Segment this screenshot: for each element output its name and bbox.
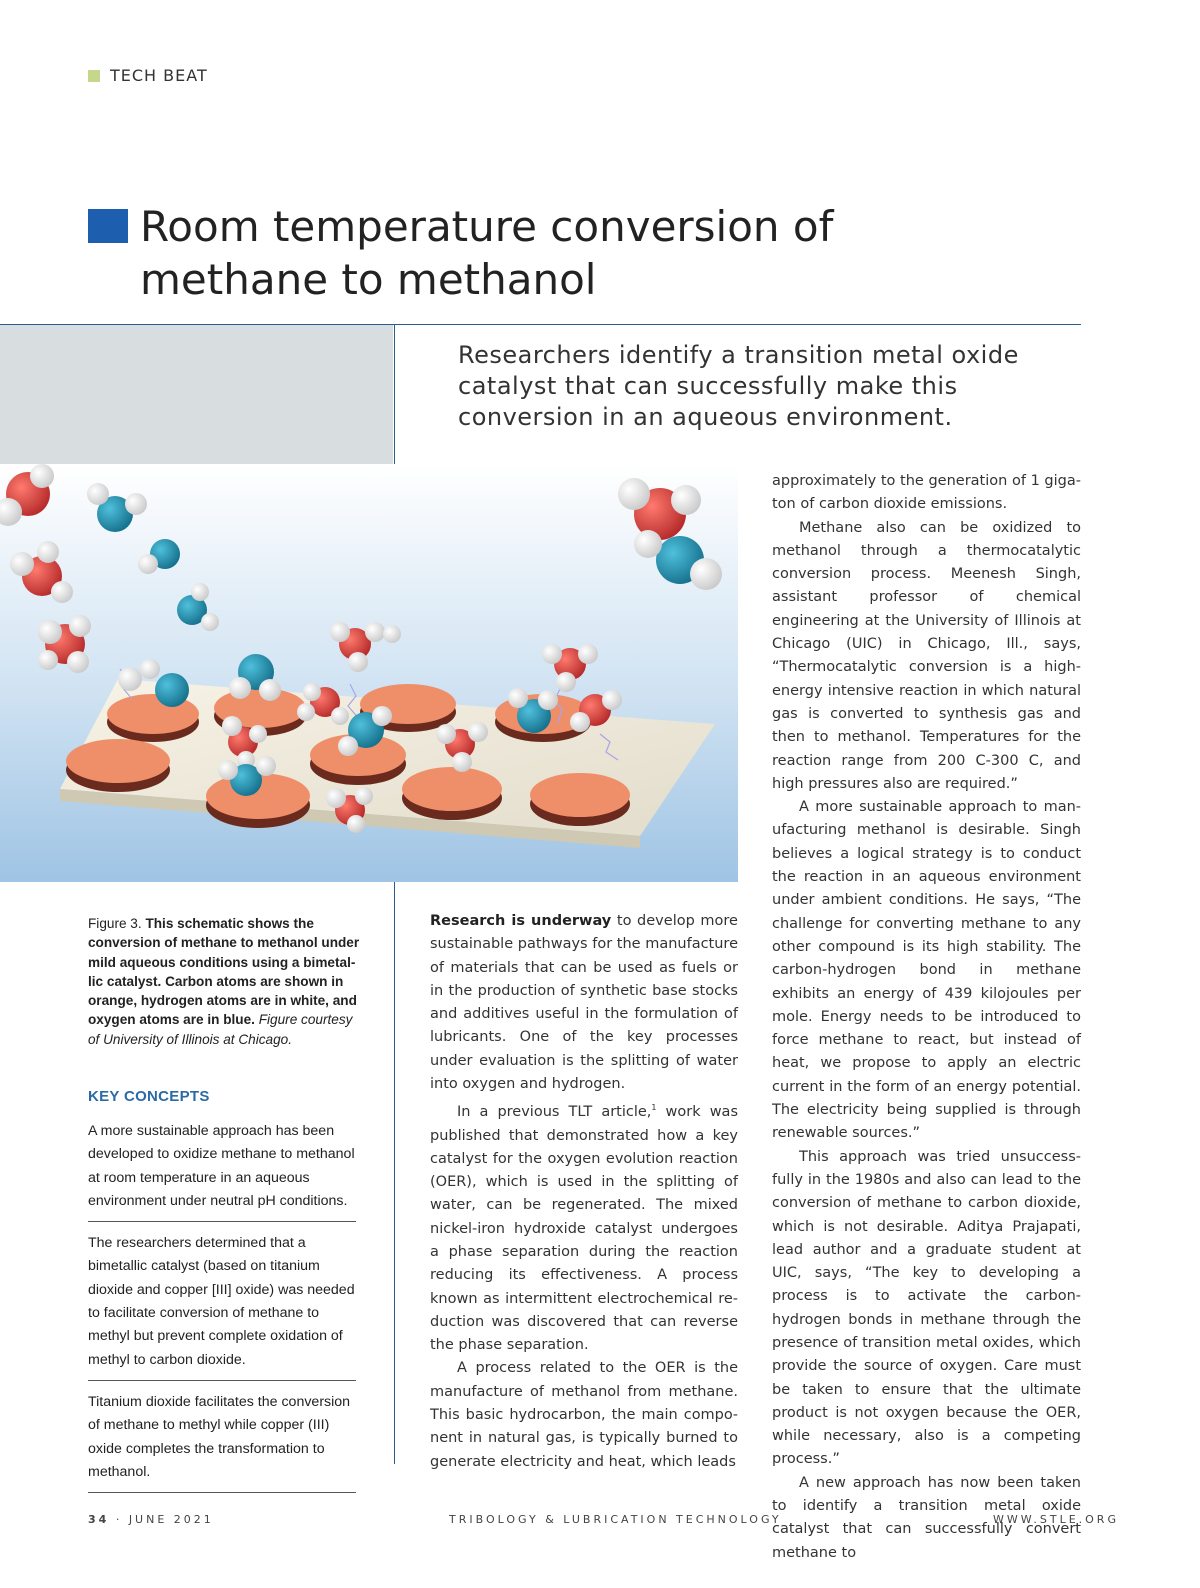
body-column-2 bbox=[772, 470, 1081, 1565]
footer-separator: · bbox=[115, 1513, 123, 1526]
disc bbox=[107, 694, 199, 742]
body-paragraph: A process related to the OER is the manufacture of methanol from methane. This basic hydrocarbon, the main component in natural gas, is typically burned to generate electricity and heat, which leads bbox=[430, 1360, 738, 1470]
body-paragraph bbox=[430, 910, 738, 1096]
decorative-grey-block bbox=[0, 325, 393, 464]
section-tag-square-icon bbox=[88, 70, 100, 82]
paragraph-text: to develop more sustainable pathways for the manufacture of materials that can be used as fuels or in the production of synthetic base stocks and additives useful in the formulation of lubricants. One of the key processes under evaluation is the splitting of water into oxygen and hydrogen. bbox=[430, 913, 738, 1093]
disc bbox=[66, 739, 170, 792]
body-paragraph bbox=[430, 1096, 738, 1357]
website-link[interactable]: WWW.STLE.ORG bbox=[993, 1513, 1119, 1526]
paragraph-text: work was published that demonstrated how a key catalyst for the oxygen evolution reaction (OER), which is used in the splitting of water, can be regenerated. The mixed nickel-iron hydroxide catalyst undergoes a phase separation during the reaction reducing its effectiveness. A process known as intermittent electrochemical reduction was discovered that can reverse the phase separation. bbox=[430, 1104, 738, 1354]
paragraph-text: In a previous TLT article, bbox=[457, 1104, 652, 1121]
caption-description: This schematic shows the conversion of methane to methanol under mild aqueous conditions using a bimetallic catalyst. Carbon atoms are shown in orange, hydrogen atoms are in white, and oxygen atoms are in blue. bbox=[88, 916, 360, 1028]
article-deck: Researchers identify a transition metal oxide catalyst that can successfully make this conversion in an aqueous environment. bbox=[458, 341, 1019, 431]
key-concepts-list bbox=[88, 1118, 356, 1501]
body-paragraph: A more sustainable approach to manufacturing methanol is desirable. Singh believes a logical strategy is to conduct the reaction in an aqueous environment under ambient conditions. He says, “The challenge for converting methane to any other compound is its high stability. The carbon-hydrogen bond in methane exhibits an energy of 439 kilojoules per mole. Energy needs to be introduced to force methane to react, but instead of heat, we propose to apply an electric current in the form of an energy potential. The electricity being supplied is through renewable sources.” bbox=[772, 799, 1081, 1142]
publication-name: TRIBOLOGY & LUBRICATION TECHNOLOGY bbox=[449, 1513, 782, 1526]
lead-in: Research is underway bbox=[430, 913, 612, 929]
footer-left bbox=[88, 1513, 214, 1526]
key-concept-item: The researchers determined that a bimetallic catalyst (based on titanium dioxide and copper [III] oxide) was needed to facilitate conversion of methane to methyl but prevent complete oxidation of methyl to carbon dioxide. bbox=[88, 1230, 356, 1381]
catalyst-schematic-illustration bbox=[0, 464, 738, 882]
body-paragraph: Methane also can be oxidized to methanol through a thermocatalytic conversion process. Meenesh Singh, assistant professor of chemical engineering at the University of Illinois at Chicago (UIC) in Chicago, Ill., says, “Thermocatalytic conversion is a high-energy intensive reaction in which natural gas is converted to synthesis gas and then to methanol. Temperatures for the reaction range from 200 C-300 C, and high pressures also are required.” bbox=[772, 519, 1081, 792]
vertical-divider-lower bbox=[394, 882, 395, 1464]
key-concept-item: A more sustainable approach has been developed to oxidize methane to methanol at room temperature in an aqueous environment under neutral pH conditions. bbox=[88, 1118, 356, 1222]
page-number: 34 bbox=[88, 1513, 110, 1526]
section-tag-label: TECH BEAT bbox=[110, 66, 208, 85]
issue-date: JUNE 2021 bbox=[128, 1513, 214, 1526]
figure-catalyst-schematic bbox=[0, 464, 738, 882]
caption-credit: Figure courtesy of University of Illinois at Chicago. bbox=[88, 1012, 353, 1047]
disc bbox=[402, 767, 502, 820]
figure-caption bbox=[88, 914, 363, 1049]
vertical-divider-upper bbox=[394, 325, 395, 464]
footnote-reference: 1 bbox=[651, 1103, 657, 1113]
section-tag bbox=[88, 66, 208, 85]
body-column-1 bbox=[430, 910, 738, 1474]
article-title: Room temperature conversion of methane to methanol bbox=[140, 202, 834, 304]
caption-label: Figure 3. bbox=[88, 916, 142, 931]
disc bbox=[530, 773, 630, 826]
key-concept-item: Titanium dioxide facilitates the conversion of methane to methyl while copper (III) oxide completes the transformation to methanol. bbox=[88, 1389, 356, 1493]
title-square-icon bbox=[88, 209, 128, 243]
key-concepts-heading: KEY CONCEPTS bbox=[88, 1088, 210, 1105]
body-paragraph: This approach was tried unsuccessfully in the 1980s and also can lead to the conversion of methane to carbon dioxide, which is not desirable. Aditya Prajapati, lead author and a graduate student at UIC, says, “The key to developing a process is to activate the carbon-hydrogen bonds in methane through the presence of transition metal oxides, which provide the source of oxygen. Care must be taken to ensure that the ultimate product is not oxygen because the OER, while necessary, also is a competing process.” bbox=[772, 1148, 1081, 1468]
body-paragraph: A new approach has now been taken to identify a transition metal oxide catalyst that can successfully convert methane to bbox=[772, 1474, 1081, 1561]
body-paragraph: approximately to the generation of 1 gigaton of carbon dioxide emissions. bbox=[772, 473, 1081, 513]
